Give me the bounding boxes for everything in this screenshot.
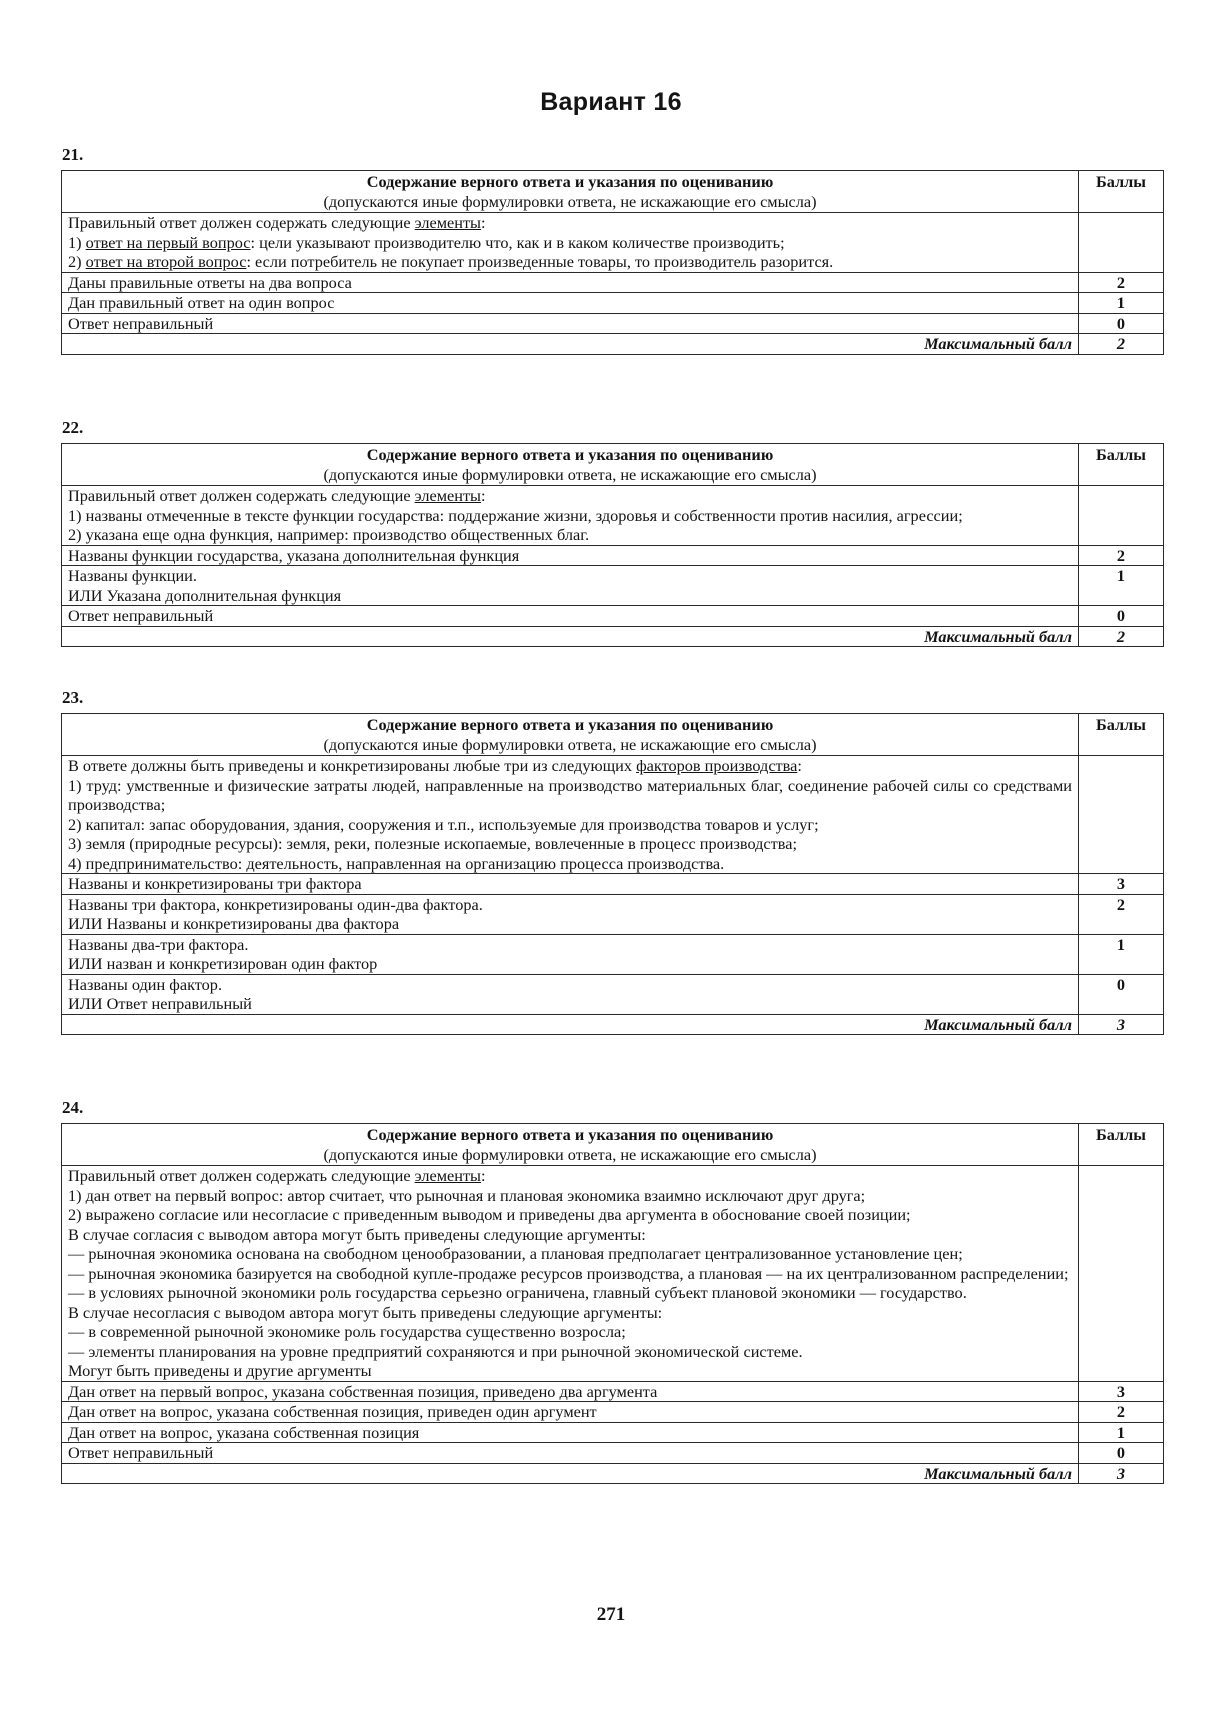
criterion-row: Ответ неправильный 0 bbox=[62, 313, 1164, 334]
answer-content: В ответе должны быть приведены и конкретизированы любые три из следующих факторов производства: 1) труд: умственные и физические затраты людей, направленные на производство материальных благ, соединение рабочей силы со средствами производства; 2) капитал: запас оборудования, здания, сооружения и т.п., используемые для производства товаров и услуг; 3) земля (природные ресурсы): земля, реки, полезные ископаемые, вовлеченные в процесс производства; 4) предпринимательство: деятельность, направленная на организацию процесса производства. bbox=[62, 756, 1079, 874]
max-score-row: Максимальный балл 2 bbox=[62, 334, 1164, 355]
max-score-row: Максимальный балл 3 bbox=[62, 1463, 1164, 1484]
answer-content: Правильный ответ должен содержать следующие элементы: 1) дан ответ на первый вопрос: автор считает, что рыночная и плановая экономика взаимно исключают друг друга; 2) выражено согласие или несогласие с приведенным выводом и приведены два аргумента в обоснование своей позиции; В случае согласия с выводом автора могут быть приведены следующие аргументы: — рыночная экономика основана на свободном ценообразовании, а плановая предполагает централизованное установление цен; — рыночная экономика базируется на свободной купле-продаже ресурсов производства, а плановая — на их централизованном распределении; — в условиях рыночной экономики роль государства серьезно ограничена, главный субъект плановой экономики — государство. В случае несогласия с выводом автора могут быть приведены следующие аргументы: — в современной рыночной экономике роль государства существенно возросла; — элементы планирования на уровне предприятий сохраняются и при рыночной экономической системе. Могут быть приведены и другие аргументы bbox=[62, 1166, 1079, 1382]
criterion-row: Названы один фактор. ИЛИ Ответ неправильный 0 bbox=[62, 974, 1164, 1014]
header-main: Содержание верного ответа и указания по оцениванию bbox=[366, 172, 774, 191]
points-header: Баллы bbox=[1079, 171, 1164, 213]
question-number-22: 22. bbox=[62, 418, 84, 437]
page-number: 271 bbox=[596, 1604, 626, 1625]
question-number-24: 24. bbox=[62, 1098, 84, 1117]
criterion-row: Названы три фактора, конкретизированы один-два фактора. ИЛИ Названы и конкретизированы два фактора 2 bbox=[62, 894, 1164, 934]
answer-content bbox=[62, 213, 1079, 273]
answer-line: Правильный ответ должен содержать следующие элементы: bbox=[68, 213, 486, 232]
question-number-23: 23. bbox=[62, 688, 84, 707]
criterion-row: Названы и конкретизированы три фактора 3 bbox=[62, 874, 1164, 895]
criterion-row: Названы два-три фактора. ИЛИ назван и конкретизирован один фактор 1 bbox=[62, 934, 1164, 974]
criteria-table-24: Содержание верного ответа и указания по оцениванию (допускаются иные формулировки ответа, не искажающие его смысла) Баллы Правильный ответ должен содержать следующие элементы: 1) дан ответ на первый вопрос: автор считает, что рыночная и плановая экономика взаимно исключают друг друга; 2) выражено согласие или несогласие с приведенным выводом и приведены два аргумента в обоснование своей позиции; В случае согласия с выводом автора могут быть приведены следующие аргументы: — рыночная экономика основана на свободном ценообразовании, а плановая предполагает централизованное установление цен; — рыночная экономика базируется на свободной купле-продаже ресурсов производства, а плановая — на их централизованном распределении; — в условиях рыночной экономики роль государства серьезно ограничена, главный субъект плановой экономики — государство. В случае несогласия с выводом автора могут быть приведены следующие аргументы: — в современной рыночной экономике роль государства существенно возросла; — элементы планирования на уровне предприятий сохраняются и при рыночной экономической системе. Могут быть приведены и другие аргументы Дан ответ на первый вопрос, указана собственная позиция, приведено два аргумента 3 Дан ответ на вопрос, указана собственная позиция, приведен один аргумент 2 Дан ответ на вопрос, указана собственная позиция 1 Ответ неправильный 0 Максимальный балл 3 bbox=[61, 1123, 1164, 1484]
criterion-row: Названы функции государства, указана дополнительная функция 2 bbox=[62, 545, 1164, 566]
max-score-row: Максимальный балл 3 bbox=[62, 1014, 1164, 1035]
answer-line: 1) ответ на первый вопрос: цели указывают производителю что, как и в каком количестве производить; bbox=[68, 232, 785, 252]
criteria-table-23: Содержание верного ответа и указания по оцениванию (допускаются иные формулировки ответа, не искажающие его смысла) Баллы В ответе должны быть приведены и конкретизированы любые три из следующих факторов производства: 1) труд: умственные и физические затраты людей, направленные на производство материальных благ, соединение рабочей силы со средствами производства; 2) капитал: запас оборудования, здания, сооружения и т.п., используемые для производства товаров и услуг; 3) земля (природные ресурсы): земля, реки, полезные ископаемые, вовлеченные в процесс производства; 4) предпринимательство: деятельность, направленная на организацию процесса производства. Названы и конкретизированы три фактора 3 Названы три фактора, конкретизированы один-два фактора. ИЛИ Названы и конкретизированы два фактора 2 Названы два-три фактора. ИЛИ назван и конкретизирован один фактор 1 Названы один фактор. ИЛИ Ответ неправильный 0 Максимальный балл 3 bbox=[61, 713, 1164, 1035]
criterion-row: Дан ответ на первый вопрос, указана собственная позиция, приведено два аргумента 3 bbox=[62, 1381, 1164, 1402]
criterion-row: Ответ неправильный 0 bbox=[62, 1443, 1164, 1464]
answer-line: 2) ответ на второй вопрос: если потребитель не покупает произведенные товары, то производитель разорится. bbox=[68, 252, 834, 271]
criterion-row: Дан ответ на вопрос, указана собственная позиция 1 bbox=[62, 1422, 1164, 1443]
table-header: Содержание верного ответа и указания по оцениванию (допускаются иные формулировки ответа, не искажающие его смысла) bbox=[62, 444, 1079, 486]
criterion-row: Даны правильные ответы на два вопроса 2 bbox=[62, 272, 1164, 293]
criterion-row: Дан правильный ответ на один вопрос 1 bbox=[62, 293, 1164, 314]
table-header: Содержание верного ответа и указания по оцениванию (допускаются иные формулировки ответа, не искажающие его смысла) bbox=[62, 714, 1079, 756]
table-header bbox=[62, 171, 1079, 213]
criterion-row: Ответ неправильный 0 bbox=[62, 606, 1164, 627]
criterion-row: Названы функции. ИЛИ Указана дополнительная функция 1 bbox=[62, 566, 1164, 606]
max-score-row: Максимальный балл 2 bbox=[62, 626, 1164, 647]
header-sub: (допускаются иные формулировки ответа, не искажающие его смысла) bbox=[323, 191, 817, 211]
criterion-row: Дан ответ на вопрос, указана собственная позиция, приведен один аргумент 2 bbox=[62, 1402, 1164, 1423]
table-header: Содержание верного ответа и указания по оцениванию (допускаются иные формулировки ответа, не искажающие его смысла) bbox=[62, 1124, 1079, 1166]
question-number-21: 21. bbox=[62, 145, 84, 164]
criteria-table-21 bbox=[61, 170, 1164, 355]
page-title: Вариант 16 bbox=[540, 88, 682, 116]
criteria-table-22: Содержание верного ответа и указания по оцениванию (допускаются иные формулировки ответа, не искажающие его смысла) Баллы Правильный ответ должен содержать следующие элементы: 1) названы отмеченные в тексте функции государства: поддержание жизни, здоровья и собственности против насилия, агрессии; 2) указана еще одна функция, например: производство общественных благ. Названы функции государства, указана дополнительная функция 2 Названы функции. ИЛИ Указана дополнительная функция 1 Ответ неправильный 0 Максимальный балл 2 bbox=[61, 443, 1164, 647]
answer-content: Правильный ответ должен содержать следующие элементы: 1) названы отмеченные в тексте функции государства: поддержание жизни, здоровья и собственности против насилия, агрессии; 2) указана еще одна функция, например: производство общественных благ. bbox=[62, 486, 1079, 546]
